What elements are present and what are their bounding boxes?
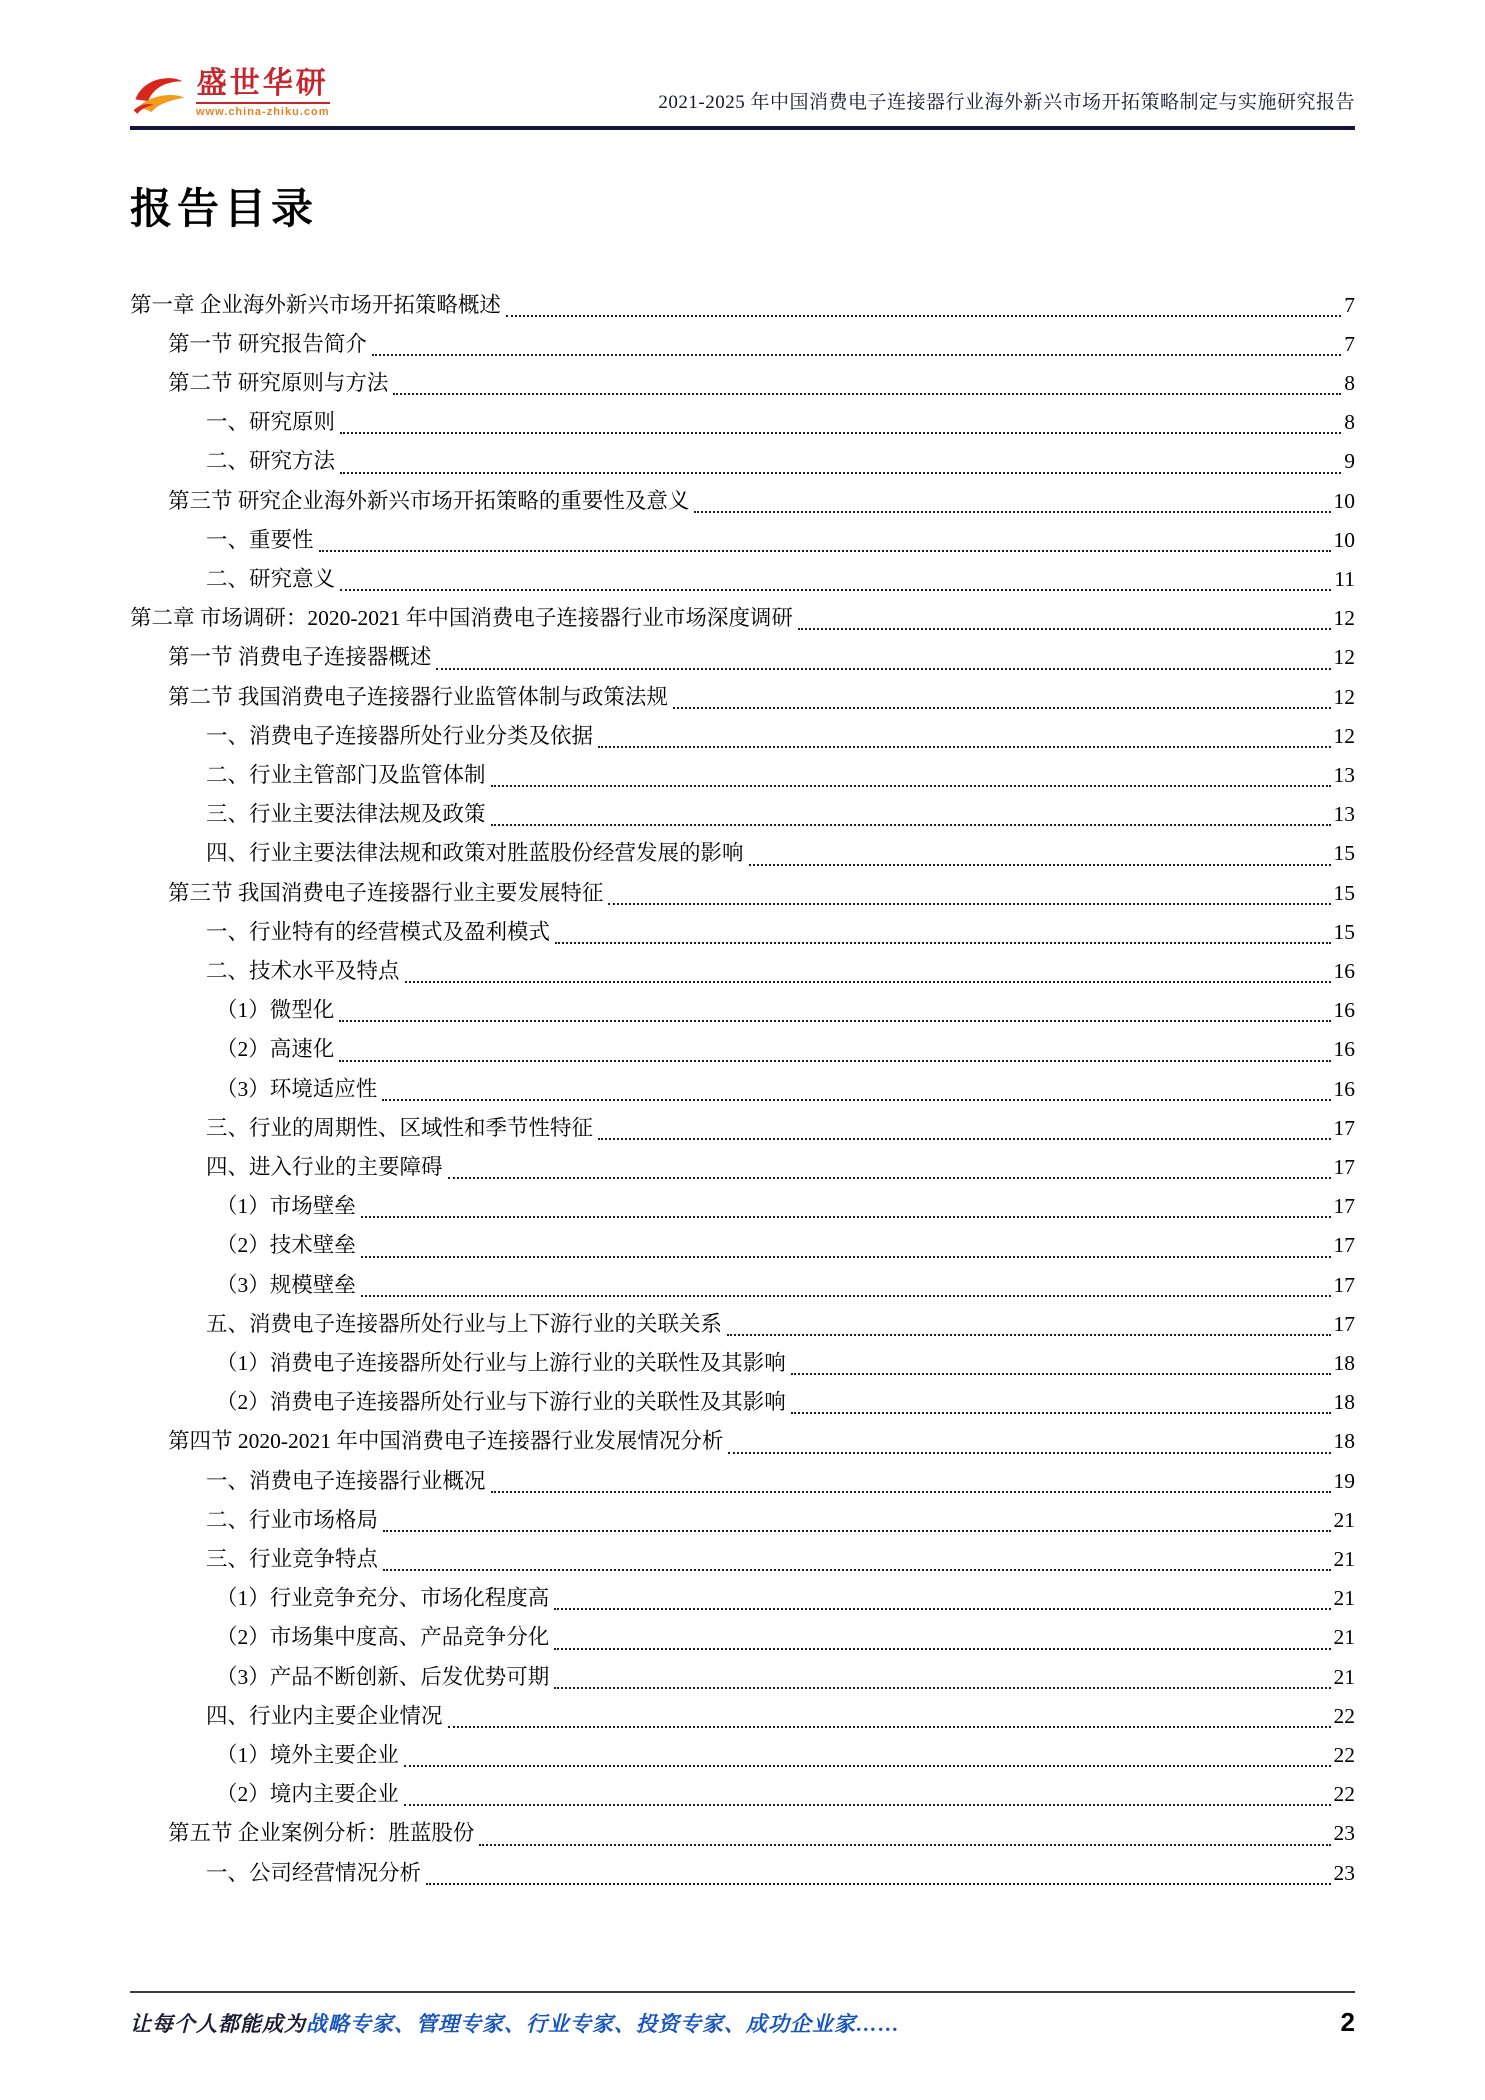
toc-entry[interactable] — [130, 756, 1355, 795]
toc-entry[interactable] — [130, 1109, 1355, 1148]
toc-entry[interactable] — [130, 1618, 1355, 1657]
toc-entry[interactable] — [130, 638, 1355, 677]
logo-brand-name: 盛世华研 — [196, 67, 329, 100]
toc-entry-title: 二、技术水平及特点 — [206, 958, 400, 983]
toc-leader-dots — [727, 1334, 1330, 1336]
toc-entry-page-number: 12 — [1333, 606, 1355, 631]
toc-leader-dots — [426, 1883, 1330, 1885]
toc-entry-page-number: 17 — [1333, 1154, 1355, 1179]
toc-entry[interactable] — [130, 364, 1355, 403]
toc-entry-title: 一、公司经营情况分析 — [206, 1860, 422, 1885]
toc-entry-title: 一、行业特有的经营模式及盈利模式 — [206, 919, 551, 944]
toc-leader-dots — [798, 628, 1331, 630]
toc-leader-dots — [393, 393, 1341, 395]
toc-leader-dots — [491, 785, 1331, 787]
logo-website-url: www.china-zhiku.com — [196, 102, 330, 118]
toc-leader-dots — [404, 1765, 1331, 1767]
toc-entry-title: 第二节 我国消费电子连接器行业监管体制与政策法规 — [168, 684, 668, 709]
page-number: 2 — [1340, 2007, 1355, 2037]
toc-entry-page-number: 15 — [1333, 919, 1355, 944]
toc-entry-page-number: 12 — [1333, 723, 1355, 748]
toc-entry[interactable] — [130, 1422, 1355, 1461]
toc-entry-title: 三、行业竞争特点 — [206, 1547, 379, 1571]
toc-entry-title: （3）规模壁垒 — [216, 1272, 356, 1297]
toc-entry[interactable] — [130, 1697, 1355, 1736]
toc-entry-title: （2）市场集中度高、产品竞争分化 — [216, 1625, 550, 1650]
footer-motto — [130, 2008, 900, 2038]
toc-leader-dots — [340, 432, 1341, 434]
toc-entry-title: 第四节 2020-2021 年中国消费电子连接器行业发展情况分析 — [168, 1429, 724, 1454]
toc-entry-title: 第三节 我国消费电子连接器行业主要发展特征 — [168, 880, 604, 905]
toc-leader-dots — [383, 1569, 1330, 1571]
toc-entry-page-number: 17 — [1333, 1272, 1355, 1297]
toc-entry[interactable] — [130, 1814, 1355, 1853]
toc-leader-dots — [791, 1373, 1331, 1375]
toc-entry[interactable] — [130, 1070, 1355, 1109]
toc-entry[interactable] — [130, 991, 1355, 1030]
toc-leader-dots — [791, 1412, 1331, 1414]
toc-entry-page-number: 21 — [1333, 1625, 1355, 1650]
toc-leader-dots — [448, 1177, 1331, 1179]
toc-entry[interactable] — [130, 913, 1355, 952]
toc-entry-title: （1）微型化 — [216, 998, 335, 1023]
toc-entry[interactable] — [130, 482, 1355, 521]
footer-motto-highlight: 战略专家、管理专家、行业专家、投资专家、成功企业家…… — [306, 2011, 900, 2036]
toc-entry-page-number: 8 — [1344, 410, 1355, 435]
toc-entry-title: （3）环境适应性 — [216, 1076, 378, 1101]
toc-entry[interactable] — [130, 795, 1355, 834]
page-title: 报告目录 — [130, 184, 319, 232]
toc-entry[interactable] — [130, 1658, 1355, 1697]
toc-entry-page-number: 21 — [1333, 1547, 1355, 1571]
toc-entry-title: 第五节 企业案例分析：胜蓝股份 — [168, 1821, 475, 1846]
toc-entry-title: 四、行业内主要企业情况 — [206, 1703, 443, 1728]
toc-leader-dots — [694, 511, 1330, 513]
toc-entry[interactable] — [130, 1266, 1355, 1305]
toc-entry-page-number: 16 — [1333, 1076, 1355, 1101]
toc-leader-dots — [555, 942, 1330, 944]
toc-leader-dots — [554, 1687, 1330, 1689]
toc-entry-title: 三、行业主要法律法规及政策 — [206, 802, 486, 827]
toc-entry[interactable] — [130, 599, 1355, 638]
toc-leader-dots — [339, 1020, 1330, 1022]
toc-entry-page-number: 16 — [1333, 1037, 1355, 1062]
toc-leader-dots — [372, 354, 1341, 356]
toc-entry-page-number: 10 — [1333, 488, 1355, 513]
toc-entry-page-number: 16 — [1333, 958, 1355, 983]
toc-entry-page-number: 21 — [1333, 1586, 1355, 1611]
toc-entry-page-number: 17 — [1333, 1115, 1355, 1140]
toc-leader-dots — [405, 981, 1331, 983]
toc-entry-title: （1）消费电子连接器所处行业与上游行业的关联性及其影响 — [216, 1350, 786, 1375]
toc-leader-dots — [448, 1726, 1331, 1728]
toc-leader-dots — [608, 903, 1330, 905]
toc-entry-title: 第二章 市场调研：2020-2021 年中国消费电子连接器行业市场深度调研 — [130, 606, 793, 631]
toc-entry[interactable] — [130, 286, 1355, 325]
toc-entry[interactable] — [130, 952, 1355, 991]
toc-entry-page-number: 21 — [1333, 1507, 1355, 1532]
toc-entry-title: 第一节 消费电子连接器概述 — [168, 645, 432, 670]
toc-entry-title: 一、重要性 — [206, 527, 314, 552]
toc-leader-dots — [340, 589, 1331, 591]
toc-entry-title: 四、进入行业的主要障碍 — [206, 1154, 443, 1179]
toc-entry[interactable] — [130, 1226, 1355, 1265]
toc-entry[interactable] — [130, 1030, 1355, 1069]
toc-entry-title: （2）境内主要企业 — [216, 1782, 399, 1807]
toc-entry[interactable] — [130, 521, 1355, 560]
toc-leader-dots — [383, 1530, 1330, 1532]
toc-leader-dots — [598, 746, 1330, 748]
toc-entry-title: （2）消费电子连接器所处行业与下游行业的关联性及其影响 — [216, 1390, 786, 1415]
toc-entry-title: （1）境外主要企业 — [216, 1743, 399, 1768]
toc-entry[interactable] — [130, 325, 1355, 364]
toc-entry-title: 二、研究方法 — [206, 449, 336, 474]
toc-entry-title: 二、行业市场格局 — [206, 1507, 379, 1532]
toc-entry-page-number: 11 — [1334, 566, 1355, 591]
footer-motto-prefix: 让每个人都能成为 — [130, 2011, 306, 2036]
toc-entry-page-number: 18 — [1333, 1390, 1355, 1415]
toc-entry[interactable] — [130, 834, 1355, 873]
toc-entry-title: 三、行业的周期性、区域性和季节性特征 — [206, 1115, 594, 1140]
toc-entry[interactable] — [130, 1854, 1355, 1893]
toc-leader-dots — [479, 1844, 1330, 1846]
toc-leader-dots — [361, 1295, 1331, 1297]
toc-leader-dots — [339, 1060, 1330, 1062]
toc-entry[interactable] — [130, 1775, 1355, 1814]
toc-leader-dots — [404, 1804, 1331, 1806]
toc-entry[interactable] — [130, 1540, 1355, 1579]
toc-entry-page-number: 13 — [1333, 802, 1355, 827]
toc-entry[interactable] — [130, 678, 1355, 717]
toc-leader-dots — [554, 1608, 1330, 1610]
toc-leader-dots — [506, 315, 1341, 317]
toc-entry[interactable] — [130, 874, 1355, 913]
toc-entry-title: 四、行业主要法律法规和政策对胜蓝股份经营发展的影响 — [206, 841, 744, 866]
toc-leader-dots — [436, 668, 1330, 670]
toc-entry-page-number: 10 — [1333, 527, 1355, 552]
toc-entry[interactable] — [130, 1383, 1355, 1422]
toc-entry-page-number: 18 — [1333, 1429, 1355, 1454]
toc-entry-title: （2）技术壁垒 — [216, 1233, 356, 1258]
page-header — [130, 0, 1355, 130]
toc-entry-page-number: 21 — [1333, 1664, 1355, 1689]
toc-entry[interactable] — [130, 403, 1355, 442]
toc-leader-dots — [554, 1648, 1330, 1650]
page-footer — [130, 1991, 1355, 2038]
toc-entry[interactable] — [130, 560, 1355, 599]
toc-list — [130, 286, 1355, 1893]
toc-leader-dots — [598, 1138, 1330, 1140]
toc-entry[interactable] — [130, 1462, 1355, 1501]
toc-entry-page-number: 18 — [1333, 1350, 1355, 1375]
toc-entry[interactable] — [130, 442, 1355, 481]
toc-entry-title: 二、研究意义 — [206, 566, 336, 591]
toc-entry-title: （2）高速化 — [216, 1037, 335, 1062]
toc-entry[interactable] — [130, 1501, 1355, 1540]
toc-entry-page-number: 19 — [1333, 1468, 1355, 1493]
toc-entry-page-number: 22 — [1333, 1703, 1355, 1728]
toc-entry-title: 五、消费电子连接器所处行业与上下游行业的关联关系 — [206, 1311, 723, 1336]
toc-entry-page-number: 23 — [1333, 1860, 1355, 1885]
toc-entry-title: （3）产品不断创新、后发优势可期 — [216, 1664, 550, 1689]
toc-entry-page-number: 12 — [1333, 684, 1355, 709]
toc-leader-dots — [728, 1452, 1330, 1454]
toc-entry-title: 第一节 研究报告简介 — [168, 331, 367, 356]
toc-entry-page-number: 15 — [1333, 880, 1355, 905]
toc-leader-dots — [382, 1099, 1330, 1101]
toc-leader-dots — [361, 1216, 1331, 1218]
toc-entry-page-number: 7 — [1344, 331, 1355, 356]
toc-entry-page-number: 17 — [1333, 1233, 1355, 1258]
toc-entry-title: 第三节 研究企业海外新兴市场开拓策略的重要性及意义 — [168, 488, 690, 513]
toc-entry-title: 一、消费电子连接器所处行业分类及依据 — [206, 723, 594, 748]
toc-entry-title: 二、行业主管部门及监管体制 — [206, 762, 486, 787]
toc-entry-page-number: 17 — [1333, 1194, 1355, 1219]
toc-entry-page-number: 8 — [1344, 370, 1355, 395]
toc-entry[interactable] — [130, 1736, 1355, 1775]
report-title: 2021-2025 年中国消费电子连接器行业海外新兴市场开拓策略制定与实施研究报告 — [658, 91, 1355, 113]
toc-entry-page-number: 13 — [1333, 762, 1355, 787]
toc-entry[interactable] — [130, 1579, 1355, 1618]
toc-entry-page-number: 9 — [1344, 449, 1355, 474]
toc-entry[interactable] — [130, 1305, 1355, 1344]
toc-leader-dots — [673, 707, 1331, 709]
toc-entry-title: 第二节 研究原则与方法 — [168, 370, 389, 395]
toc-entry[interactable] — [130, 1187, 1355, 1226]
toc-leader-dots — [361, 1256, 1331, 1258]
toc-entry-page-number: 16 — [1333, 998, 1355, 1023]
toc-leader-dots — [749, 864, 1331, 866]
toc-entry[interactable] — [130, 717, 1355, 756]
toc-entry-page-number: 17 — [1333, 1311, 1355, 1336]
toc-leader-dots — [491, 824, 1331, 826]
toc-entry-title: （1）市场壁垒 — [216, 1194, 356, 1219]
logo-swirl-icon — [130, 70, 188, 116]
toc-leader-dots — [340, 472, 1341, 474]
toc-entry-page-number: 15 — [1333, 841, 1355, 866]
toc-entry-title: 一、消费电子连接器行业概况 — [206, 1468, 486, 1493]
toc-entry-page-number: 7 — [1344, 292, 1355, 317]
toc-entry-page-number: 22 — [1333, 1743, 1355, 1768]
toc-entry-title: 第一章 企业海外新兴市场开拓策略概述 — [130, 292, 501, 317]
toc-leader-dots — [319, 550, 1331, 552]
toc-leader-dots — [491, 1491, 1331, 1493]
toc-entry-title: （1）行业竞争充分、市场化程度高 — [216, 1586, 550, 1611]
toc-entry[interactable] — [130, 1148, 1355, 1187]
toc-entry-title: 一、研究原则 — [206, 410, 336, 435]
company-logo — [130, 68, 330, 118]
toc-entry-page-number: 22 — [1333, 1782, 1355, 1807]
toc-entry[interactable] — [130, 1344, 1355, 1383]
toc-entry-page-number: 23 — [1333, 1821, 1355, 1846]
toc-entry-page-number: 12 — [1333, 645, 1355, 670]
